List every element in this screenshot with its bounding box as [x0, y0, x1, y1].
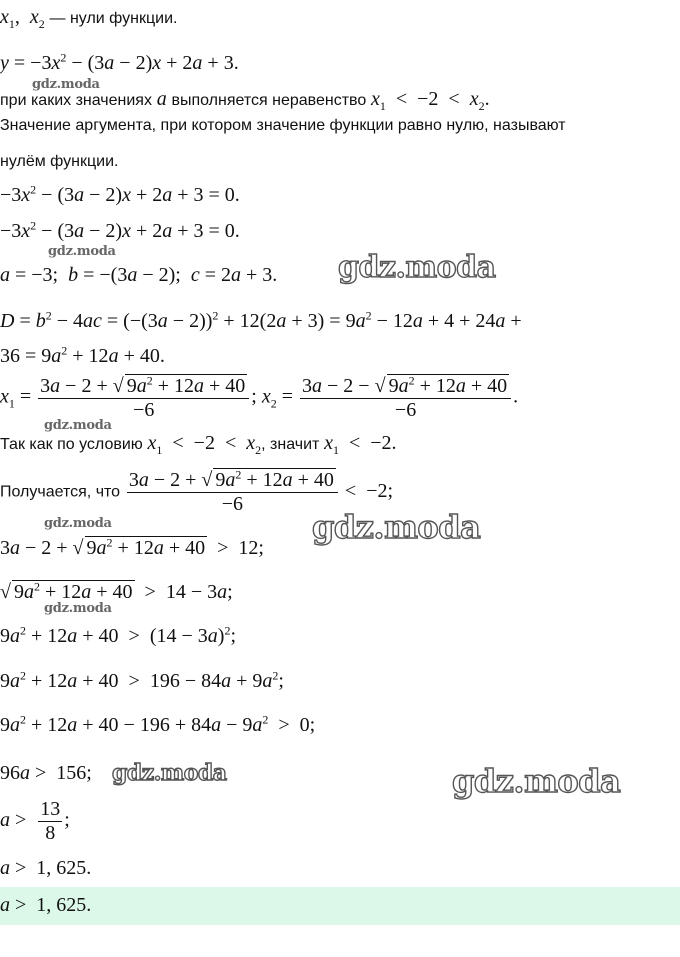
watermark-small: gdz.moda — [44, 418, 112, 433]
condition-text: Так как по условию — [0, 436, 143, 453]
condition-text-2: , значит — [261, 436, 320, 453]
answer-highlight — [0, 887, 680, 925]
result-line: Получается, что $\frac{3a - 2 + √ 9a^2 + 12a + 40}{-6}$ < −2; — [0, 467, 394, 515]
definition-line-2: нулём функции. — [0, 153, 119, 170]
step-7: a > $\frac{13}{8}$ ; — [0, 798, 70, 844]
step-2: √ $9a^2 + 12a + 40 > 14 - 3a$; — [0, 579, 233, 603]
roots: $x_1$ = $\frac{3a - 2 + √ 9a^2 + 12a + 40}{-6}$ ; $x_2$ = $\frac{3a - 2 - √ 9a^2 + 12a + 40}{-6}$ . — [0, 373, 519, 421]
discriminant-line-1: $D = b^2 - 4ac = (-(3a - 2))^2 + 12(2a + 3) = 9a^2 - 12a + 4 + 24a$ + — [0, 308, 522, 332]
watermark-small: gdz.moda — [48, 244, 116, 259]
coefficients: a = −3; b = −(3a − 2); c = 2a + 3. — [0, 264, 278, 286]
function-formula: $y = -3x^2 - (3a - 2)x + 2a + 3$. — [0, 50, 239, 74]
question-text: при каких значениях — [0, 92, 152, 109]
discriminant-line-2: $36 = 9a^2 + 12a + 40$. — [0, 343, 165, 367]
question-text-2: выполняется неравенство — [171, 92, 367, 109]
step-5: $9a^2 + 12a + 40 - 196 + 84a - 9a^2 > 0$; — [0, 712, 316, 736]
equation-2: $-3x^2 - (3a - 2)x + 2a + 3 = 0$. — [0, 218, 240, 242]
watermark-large: gdz.moda — [312, 508, 481, 546]
definition-line-1: Значение аргумента, при котором значение функции равно нулю, называют — [0, 117, 566, 134]
step-3: $9a^2 + 12a + 40 > (14 - 3a)^2$; — [0, 623, 237, 647]
step-1: 3a − 2 + √ $9a^2 + 12a + 40 > 12$; — [0, 535, 264, 559]
watermark-small: gdz.moda — [44, 516, 112, 531]
question-line: при каких значениях a выполняется неравенство $x_1 < -2 < x_2$. — [0, 88, 490, 113]
watermark-large: gdz.moda — [452, 762, 621, 800]
final-answer: a > 1, 625. — [0, 894, 92, 916]
condition-line: Так как по условию $x_1 < -2 < x_2$, значит $x_1 < -2$. — [0, 432, 397, 457]
zeros-line: $x_1$, $x_2$ — нули функции. — [0, 6, 178, 31]
watermark-small: gdz.moda — [32, 77, 100, 92]
step-4: $9a^2 + 12a + 40 > 196 - 84a + 9a^2$; — [0, 668, 284, 692]
step-6: 96a > 156; — [0, 762, 92, 784]
watermark-large: gdz.moda — [112, 760, 227, 786]
equation-1: $-3x^2 - (3a - 2)x + 2a + 3 = 0$. — [0, 182, 240, 206]
zeros-label: — нули функции. — [49, 10, 178, 27]
watermark-large: gdz.moda — [338, 250, 496, 285]
watermark-small: gdz.moda — [44, 601, 112, 616]
result-text: Получается, что — [0, 483, 121, 501]
step-8: a > 1, 625. — [0, 857, 92, 879]
